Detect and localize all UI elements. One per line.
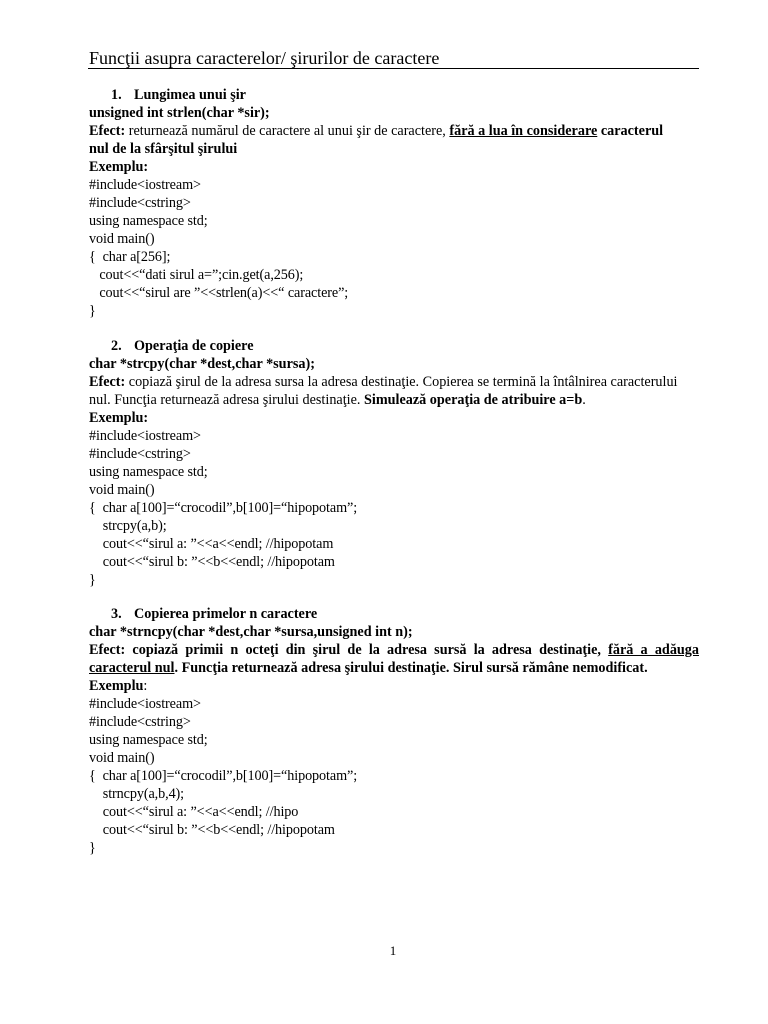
effect-emphasis: fără a adăuga bbox=[608, 642, 699, 658]
code-line: cout<<“sirul b: ”<<b<<endl; //hipopotam bbox=[89, 554, 335, 570]
section-3-number: 3. bbox=[111, 606, 122, 622]
code-line: { char a[100]=“crocodil”,b[100]=“hipopotam”; bbox=[89, 768, 358, 784]
code-line: using namespace std; bbox=[89, 732, 208, 748]
section-1-title: Lungimea unui şir bbox=[134, 87, 246, 103]
code-line: cout<<“sirul a: ”<<a<<endl; //hipo bbox=[89, 804, 299, 820]
page-title: Funcţii asupra caracterelor/ şirurilor de caractere bbox=[89, 48, 440, 68]
code-line: cout<<“dati sirul a=”;cin.get(a,256); bbox=[89, 267, 304, 283]
code-line: using namespace std; bbox=[89, 464, 208, 480]
section-1-number: 1. bbox=[111, 87, 122, 103]
section-3-example-label bbox=[89, 678, 147, 695]
section-1-effect-line-2: nul de la sfârşitul şirului bbox=[89, 141, 238, 157]
section-2-heading bbox=[111, 338, 254, 355]
code-line: cout<<“sirul are ”<<strlen(a)<<“ caractere”; bbox=[89, 285, 349, 301]
code-line: #include<cstring> bbox=[89, 195, 191, 211]
effect-emphasis: caracterul nul bbox=[89, 660, 175, 676]
code-line: using namespace std; bbox=[89, 213, 208, 229]
code-line: strcpy(a,b); bbox=[89, 518, 167, 534]
effect-text: . Funcţia returnează adresa şirului destinaţie. Sirul sursă rămâne nemodificat. bbox=[174, 660, 648, 676]
section-1-heading bbox=[111, 87, 246, 104]
example-label-colon: : bbox=[143, 678, 148, 694]
effect-text: nul. Funcţia returnează adresa şirului destinaţie. bbox=[89, 392, 364, 408]
section-3-heading bbox=[111, 606, 317, 623]
effect-emphasis: Simulează operaţia de atribuire a=b bbox=[363, 392, 583, 408]
code-line: #include<cstring> bbox=[89, 446, 191, 462]
section-1-effect-line-1 bbox=[89, 123, 663, 140]
code-line: } bbox=[89, 572, 96, 588]
section-2-effect-line-1 bbox=[89, 374, 678, 391]
code-line: { char a[256]; bbox=[89, 249, 171, 265]
effect-emphasis: fără a lua în considerare bbox=[449, 123, 598, 139]
section-2-effect-line-2 bbox=[89, 392, 586, 409]
effect-label: Efect: bbox=[89, 374, 126, 390]
code-line: cout<<“sirul a: ”<<a<<endl; //hipopotam bbox=[89, 536, 334, 552]
effect-text-bold: caracterul bbox=[597, 123, 664, 139]
example-label-text: Exemplu bbox=[89, 678, 144, 694]
code-line: { char a[100]=“crocodil”,b[100]=“hipopotam”; bbox=[89, 500, 358, 516]
effect-text: returnează numărul de caractere al unui şir de caractere, bbox=[125, 123, 450, 139]
title-underline bbox=[88, 68, 699, 69]
code-line: strncpy(a,b,4); bbox=[89, 786, 185, 802]
effect-label: Efect: bbox=[89, 642, 126, 658]
code-line: #include<iostream> bbox=[89, 696, 201, 712]
section-2-number: 2. bbox=[111, 338, 122, 354]
section-3-effect-line-2 bbox=[89, 660, 648, 677]
code-line: cout<<“sirul b: ”<<b<<endl; //hipopotam bbox=[89, 822, 335, 838]
effect-text: copiază primii n octeţi din şirul de la adresa sursă la adresa destinaţie, bbox=[125, 642, 609, 658]
code-line: void main() bbox=[89, 750, 155, 766]
code-line: #include<iostream> bbox=[89, 428, 201, 444]
effect-text: . bbox=[582, 392, 586, 408]
section-2-example-label: Exemplu: bbox=[89, 410, 149, 426]
code-line: } bbox=[89, 840, 96, 856]
section-3-signature: char *strncpy(char *dest,char *sursa,unsigned int n); bbox=[89, 624, 413, 640]
code-line: #include<cstring> bbox=[89, 714, 191, 730]
effect-label: Efect: bbox=[89, 123, 126, 139]
effect-text: copiază şirul de la adresa sursa la adresa destinaţie. Copierea se termină la întâlnirea caracterului bbox=[125, 374, 678, 390]
section-3-title: Copierea primelor n caractere bbox=[134, 606, 318, 622]
code-line: void main() bbox=[89, 231, 155, 247]
section-3-effect-line-1 bbox=[89, 642, 699, 659]
code-line: void main() bbox=[89, 482, 155, 498]
section-2-title: Operaţia de copiere bbox=[134, 338, 254, 354]
code-line: #include<iostream> bbox=[89, 177, 201, 193]
section-1-signature: unsigned int strlen(char *sir); bbox=[89, 105, 270, 121]
page-number: 1 bbox=[389, 943, 397, 958]
section-2-signature: char *strcpy(char *dest,char *sursa); bbox=[89, 356, 315, 372]
section-1-example-label: Exemplu: bbox=[89, 159, 149, 175]
code-line: } bbox=[89, 303, 96, 319]
